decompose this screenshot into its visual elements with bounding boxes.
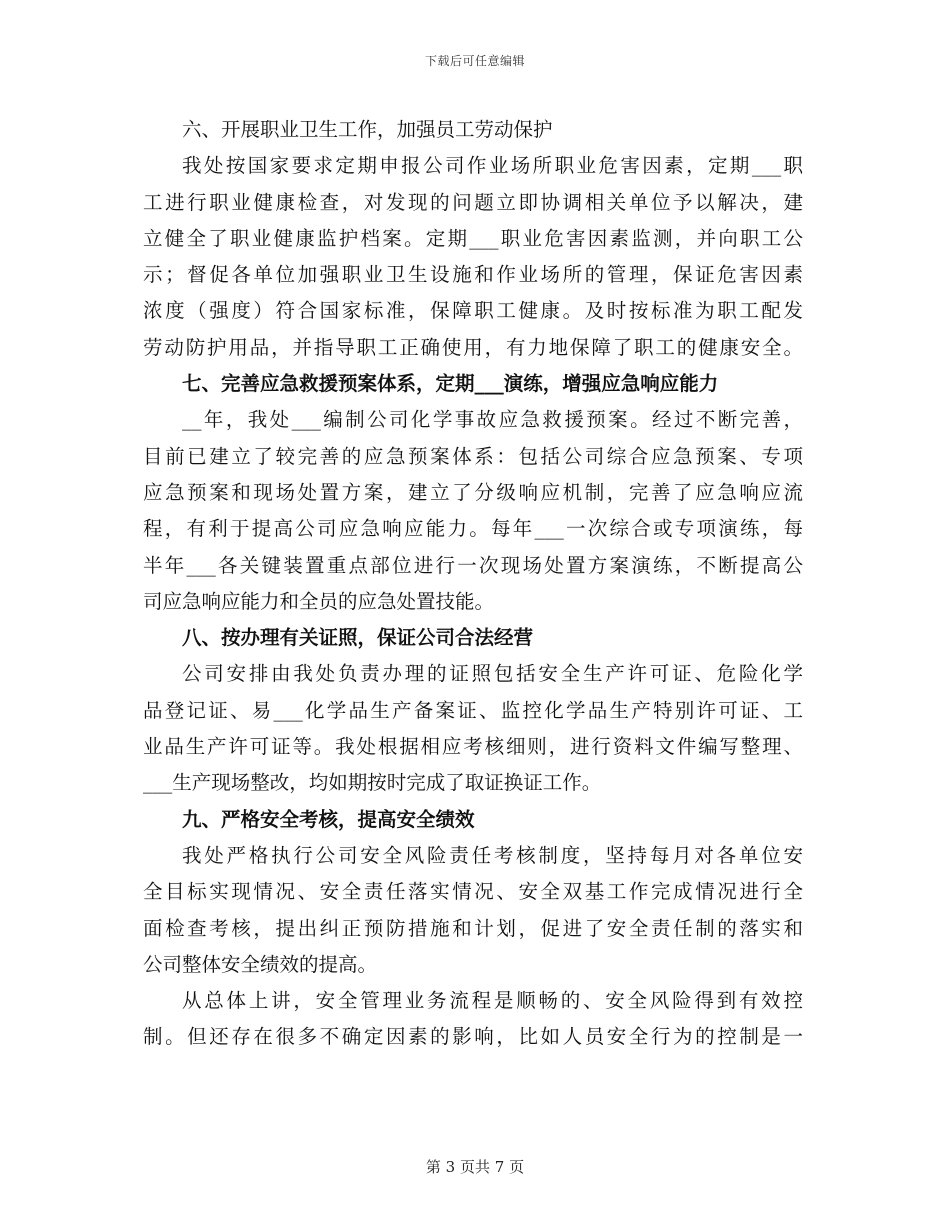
paragraph-first-line: 我处严格执行公司安全风险责任考核制度，坚持每月对各单位安 bbox=[182, 843, 803, 867]
paragraph-line: 劳动防护用品，并指导职工正确使用，有力地保障了职工的健康安全。 bbox=[143, 335, 803, 359]
paragraph-line: 品登记证、易___化学品生产备案证、监控化学品生产特别许可证、工 bbox=[143, 698, 803, 722]
paragraph-first-line: __年，我处___编制公司化学事故应急救援预案。经过不断完善， bbox=[182, 408, 803, 432]
paragraph-first-line: 从总体上讲，安全管理业务流程是顺畅的、安全风险得到有效控 bbox=[182, 989, 803, 1013]
paragraph-first-line: 我处按国家要求定期申报公司作业场所职业危害因素，定期___职 bbox=[182, 154, 803, 178]
paragraph-line: 业品生产许可证等。我处根据相应考核细则，进行资料文件编写整理、 bbox=[143, 735, 803, 759]
paragraph-line: 半年___各关键装置重点部位进行一次现场处置方案演练，不断提高公 bbox=[143, 553, 803, 577]
section-heading: 七、完善应急救援预案体系，定期___演练，增强应急响应能力 bbox=[182, 372, 719, 396]
paragraph-line: 应急预案和现场处置方案，建立了分级响应机制，完善了应急响应流 bbox=[143, 480, 803, 504]
page-header: 下载后可任意编辑 bbox=[424, 54, 525, 68]
paragraph-line: 浓度（强度）符合国家标准，保障职工健康。及时按标准为职工配发 bbox=[143, 299, 803, 323]
paragraph-line: 程，有利于提高公司应急响应能力。每年___一次综合或专项演练，每 bbox=[143, 517, 803, 541]
section-heading: 八、按办理有关证照，保证公司合法经营 bbox=[182, 626, 534, 650]
section-heading: 六、开展职业卫生工作，加强员工劳动保护 bbox=[182, 118, 553, 141]
page-footer: 第 3 页共 7 页 bbox=[425, 1158, 525, 1176]
paragraph-line: 全目标实现情况、安全责任落实情况、安全双基工作完成情况进行全 bbox=[143, 880, 803, 904]
paragraph-line: 制。但还存在很多不确定因素的影响，比如人员安全行为的控制是一 bbox=[143, 1025, 803, 1049]
paragraph-last-line: ___生产现场整改，均如期按时完成了取证换证工作。 bbox=[143, 771, 602, 795]
paragraph-line: 工进行职业健康检查，对发现的问题立即协调相关单位予以解决，建 bbox=[143, 190, 803, 214]
section-heading: 九、严格安全考核，提高安全绩效 bbox=[182, 807, 475, 831]
paragraph-line: 示；督促各单位加强职业卫生设施和作业场所的管理，保证危害因素 bbox=[143, 263, 803, 287]
paragraph-line: 立健全了职业健康监护档案。定期___职业危害因素监测，并向职工公 bbox=[143, 226, 803, 250]
paragraph-last-line: 司应急响应能力和全员的应急处置技能。 bbox=[143, 589, 495, 613]
paragraph-line: 面检查考核，提出纠正预防措施和计划，促进了安全责任制的落实和 bbox=[143, 916, 803, 940]
document-body bbox=[143, 112, 803, 1056]
paragraph-line: 目前已建立了较完善的应急预案体系：包括公司综合应急预案、专项 bbox=[143, 444, 803, 468]
paragraph-last-line: 公司整体安全绩效的提高。 bbox=[143, 952, 378, 976]
paragraph-first-line: 公司安排由我处负责办理的证照包括安全生产许可证、危险化学 bbox=[182, 662, 803, 686]
